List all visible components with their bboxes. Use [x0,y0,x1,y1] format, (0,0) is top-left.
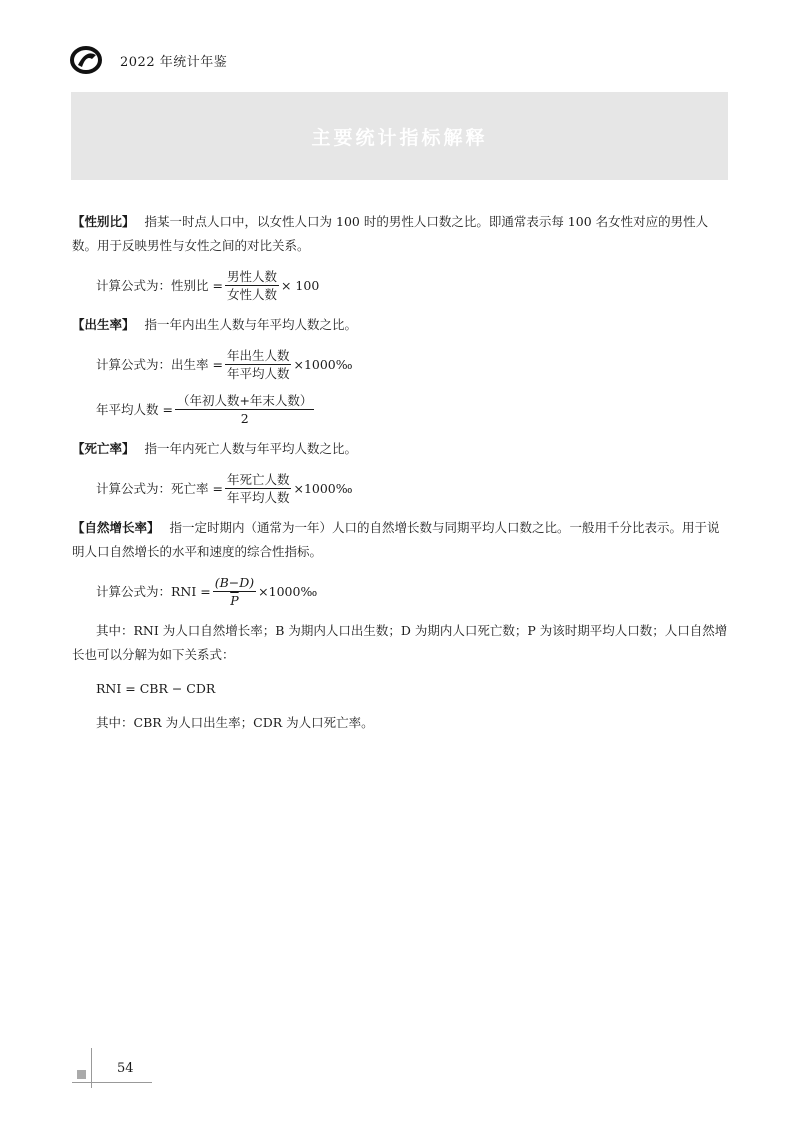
birth-rate-formula [72,347,728,382]
fraction [213,574,256,609]
numerator: （年初人数+年末人数） [176,393,313,408]
fraction [175,392,314,427]
birth-rate-definition [72,313,728,337]
formula-label: 年平均人数 = [96,401,173,417]
sex-ratio-formula [72,268,728,303]
numerator: 年死亡人数 [226,472,290,487]
death-rate-formula [72,471,728,506]
page-header [70,42,227,78]
formula-label: 计算公式为：性别比 = [96,277,223,293]
definition-text: 指某一时点人口中，以女性人口为 100 时的男性人口数之比。即通常表示每 100 名女性对应的男性人数。用于反映男性与女性之间的对比关系。 [72,214,709,253]
notes-relation: RNI = CBR − CDR [96,681,216,696]
definition-text: 指一年内出生人数与年平均人数之比。 [144,317,358,332]
term-label: 【死亡率】 [72,441,135,456]
term-label: 【出生率】 [72,317,135,332]
fraction [225,471,292,506]
term-label: 【自然增长率】 [72,520,160,535]
denominator: 女性人数 [226,287,277,302]
fraction [225,347,292,382]
multiplier: ×1000‰ [293,356,353,372]
notes-variables: 其中：RNI 为人口自然增长率；B 为期内人口出生数；D 为期内人口死亡数；P 为该时期平均人口数；人口自然增长也可以分解为如下关系式： [72,623,728,662]
denominator: 年平均人数 [226,366,290,381]
formula-label: 计算公式为：出生率 = [96,356,223,372]
page-number: 54 [117,1061,134,1076]
term-label: 【性别比】 [72,214,135,229]
section-banner [71,92,728,180]
numerator: (B−D) [214,575,255,590]
formula-label: 计算公式为：死亡率 = [96,480,223,496]
denominator: P [230,593,239,608]
denominator: 2 [240,411,249,426]
sex-ratio-definition [72,210,728,258]
footer-horizontal-rule [72,1082,152,1083]
multiplier: × 100 [280,277,320,293]
statistics-logo-icon [70,45,102,75]
numerator: 男性人数 [226,269,277,284]
definition-text: 指一定时期内（通常为一年）人口的自然增长数与同期平均人口数之比。一般用千分比表示。用于说明人口自然增长的水平和速度的综合性指标。 [72,520,720,559]
yearbook-title: 2022 年统计年鉴 [120,54,228,70]
annual-average-formula [72,392,728,427]
definition-text: 指一年内死亡人数与年平均人数之比。 [144,441,358,456]
formula-label: 计算公式为：RNI = [96,583,211,599]
numerator: 年出生人数 [226,348,290,363]
denominator: 年平均人数 [226,490,290,505]
fraction [225,268,279,303]
section-title: 主要统计指标解释 [311,126,488,149]
notes-definitions: 其中：CBR 为人口出生率；CDR 为人口死亡率。 [96,715,374,730]
death-rate-definition [72,437,728,461]
natural-growth-definition [72,516,728,564]
multiplier: ×1000‰ [258,583,318,599]
content-body [72,210,728,745]
footer-square-mark [77,1070,86,1079]
multiplier: ×1000‰ [293,480,353,496]
natural-growth-formula [72,574,728,609]
